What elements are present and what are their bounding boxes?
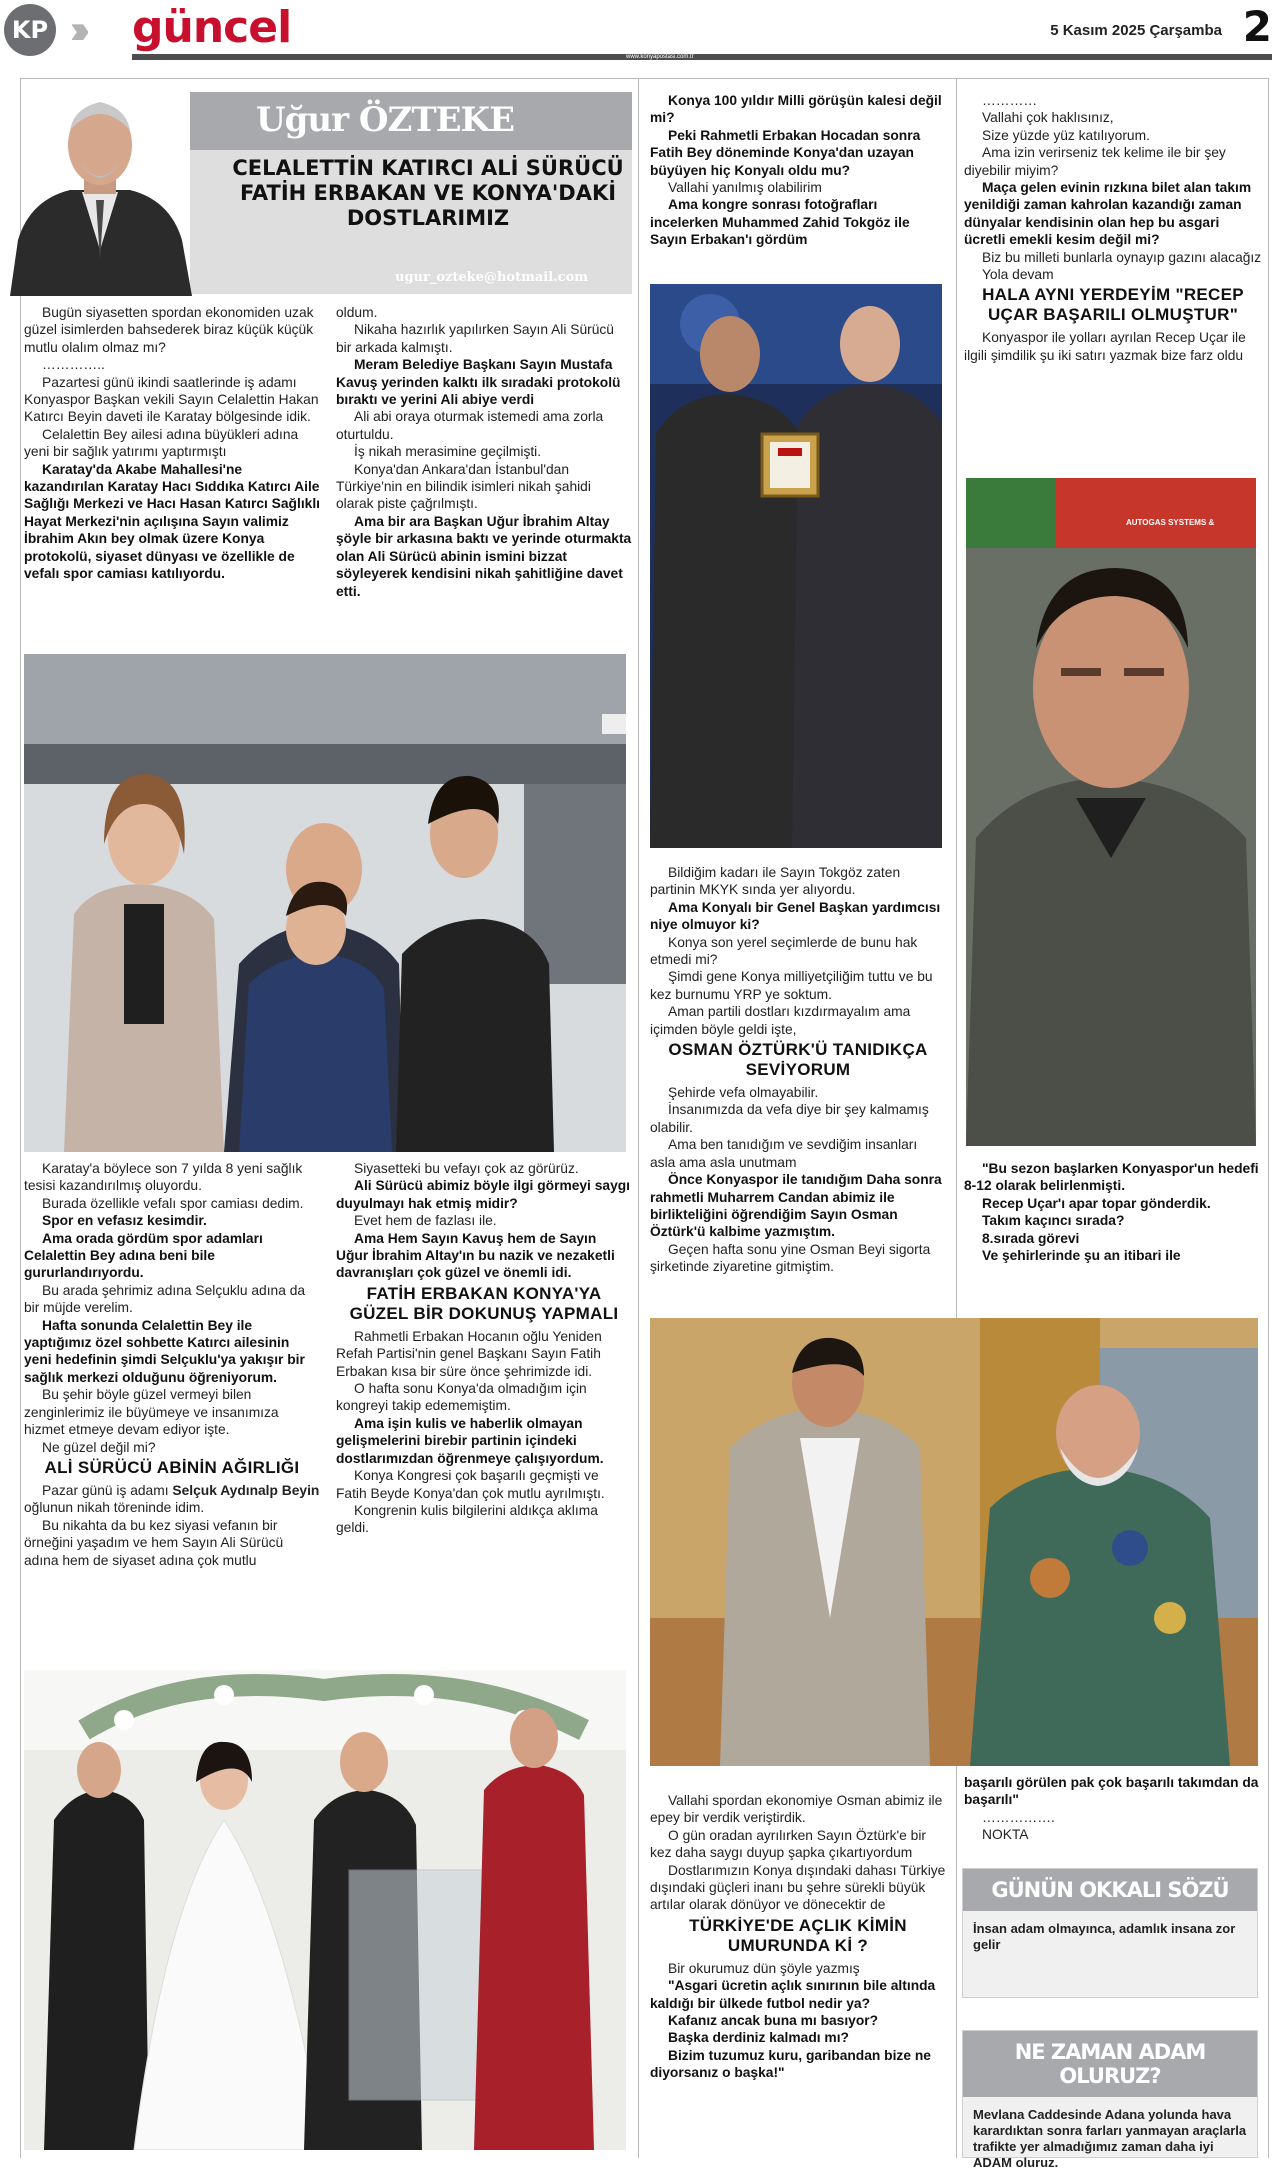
section-title: güncel xyxy=(132,2,292,53)
paragraph: O hafta sonu Konya'da olmadığım için kongreyi takip edememiştim. xyxy=(336,1381,587,1414)
website-label[interactable]: www.konyapostasi.com.tr xyxy=(626,54,694,60)
page-number: 2 xyxy=(1242,2,1272,51)
col3-subheading: OSMAN ÖZTÜRK'Ü TANIDIKÇA SEVİYORUM xyxy=(668,1040,928,1080)
paragraph: İnsanımızda da vefa diye bir şey kalmamış olabilir. xyxy=(650,1102,929,1135)
frame-left xyxy=(20,78,21,2158)
paragraph: Biz bu milleti bunlarla oynayıp gazını alacağız xyxy=(982,249,1262,265)
paragraph: Peki Rahmetli Erbakan Hocadan sonra Fatih Bey döneminde Konya'dan uzayan büyüyen hiç Konyalı oldu mu? xyxy=(650,127,921,178)
col1-mid-text xyxy=(24,1160,320,1569)
paragraph: "Bu sezon başlarken Konyaspor'un hedefi 8-12 olarak belirlenmişti. xyxy=(964,1161,1259,1194)
office-meeting-photo xyxy=(650,1318,1258,1766)
paragraph: Ne güzel değil mi? xyxy=(42,1439,156,1455)
col4-low-text xyxy=(964,1160,1262,1264)
paragraph: Celalettin Bey ailesi adına büyükleri adına yeni bir sağlık yatırımı yaptırmıştı xyxy=(24,426,299,460)
paragraph: Konya Kongresi çok başarılı geçmişti ve Fatih Beyde Konya'dan çok mutlu ayrılmıştı. xyxy=(336,1468,605,1501)
paragraph: Burada özellikle vefalı spor camiası dedim. xyxy=(42,1195,304,1211)
autogas-sign-text: AUTOGAS SYSTEMS & xyxy=(1126,518,1215,527)
recep-ucar-portrait-photo xyxy=(966,478,1256,1146)
paragraph: ……………. xyxy=(982,1809,1055,1825)
col3-mid-text xyxy=(650,864,946,1276)
paragraph: Spor en vefasız kesimdir. xyxy=(42,1213,207,1229)
paragraph: Vallahi spordan ekonomiye Osman abimiz ile epey bir verdik veriştirdik. xyxy=(650,1793,943,1826)
paragraph: Takım kaçıncı sırada? xyxy=(982,1213,1125,1229)
paragraph: Kafanız ancak buna mı basıyor? xyxy=(668,2013,879,2029)
paragraph: Bu şehir böyle güzel vermeyi bilen zenginlerimiz ile büyümeye ve insanımıza hizmet etmeye devam ediyor işte. xyxy=(24,1387,279,1438)
paragraph: Dostlarımızın Konya dışındaki dahası Türkiye dışındaki güçleri inanı bu şehre sürekli büyük artılar olarak dönüyor ve dönecektir de xyxy=(650,1862,946,1913)
paragraph: Pazar günü iş adamı Selçuk Aydınalp Beyin oğlunun nikah töreninde idim. xyxy=(24,1482,320,1516)
frame-top xyxy=(20,78,1268,79)
paragraph: Ama Hem Sayın Kavuş hem de Sayın Uğur İbrahim Altay'ın bu nazik ve nezaketli davranışları çok güzel ve önemli idi. xyxy=(336,1230,615,1281)
paragraph: Ama orada gördüm spor adamları Celalettin Bey adına beni bile gururlandırıyordu. xyxy=(24,1230,263,1281)
paragraph: Şehirde vefa olmayabilir. xyxy=(668,1085,819,1101)
family-group-photo xyxy=(24,654,626,1152)
paragraph: Şimdi gene Konya milliyetçiliğim tuttu ve bu kez burnumu YRP ye soktum. xyxy=(650,969,933,1002)
paragraph: "Asgari ücretin açlık sınırının bile altında kaldığı bir ülkede futbol nedir ya? xyxy=(650,1978,936,2011)
paragraph: Nikaha hazırlık yapılırken Sayın Ali Sürücü bir arkada kalmıştı. xyxy=(336,322,614,355)
paragraph: İş nikah merasimine geçilmişti. xyxy=(354,444,542,460)
paragraph: Önce Konyaspor ile tanıdığım Daha sonra rahmetli Muharrem Candan abimiz ile birlikteliğini öğrendiğim Sayın Osman Öztürk'ü kalbime yazmıştım. xyxy=(650,1172,942,1240)
paragraph: Ama kongre sonrası fotoğrafları incelerken Muhammed Zahid Tokgöz ile Sayın Erbakan'ı gördüm xyxy=(650,197,910,248)
paragraph: Size yüzde yüz katılıyorum. xyxy=(982,127,1150,143)
header-rule xyxy=(132,54,1272,60)
paragraph: Ve şehirlerinde şu an itibari ile xyxy=(982,1248,1181,1264)
paragraph: oldum. xyxy=(336,305,378,320)
paragraph: Bugün siyasetten spordan ekonomiden uzak güzel isimlerden bahsederek biraz küçük küçük mutlu olalım olmaz mı? xyxy=(24,305,314,355)
quote-box-1-title: GÜNÜN OKKALI SÖZÜ xyxy=(963,1869,1257,1911)
col2-mid-text xyxy=(336,1160,632,1537)
col3-top-text xyxy=(650,92,946,249)
paragraph: Bizim tuzumuz kuru, garibandan bize ne diyorsanız o başka!" xyxy=(650,2047,931,2081)
paragraph: Ama işin kulis ve haberlik olmayan gelişmelerini birebir partinin içindeki dostlarımızdan öğrenmeye çalışıyordum. xyxy=(336,1415,604,1466)
paragraph: Ali abi oraya oturmak istemedi ama zorla oturtuldu. xyxy=(336,409,604,442)
paragraph: Ama ben tanıdığım ve sevdiğim insanları asla ama asla unutmam xyxy=(650,1137,918,1170)
paragraph: Hafta sonunda Celalettin Bey ile yaptığımız özel sohbette Katırcı ailesinin yeni hedefinin şimdi Selçuklu'ya yakışır bir sağlık merkezi olduğunu öğreniyorum. xyxy=(24,1317,305,1385)
paragraph: Bir okurumuz dün şöyle yazmış xyxy=(668,1960,860,1976)
paragraph: Başka derdiniz kalmadı mı? xyxy=(668,2030,849,2046)
paragraph: Rahmetli Erbakan Hocanın oğlu Yeniden Refah Partisi'nin genel Başkanı Sayın Fatih Erbakan kısa bir süre önce şehrimizde idi. xyxy=(336,1328,602,1379)
quote-box-1-text: İnsan adam olmayınca, adamlık insana zor gelir xyxy=(973,1921,1236,1952)
paragraph: Vallahi yanılmış olabilirim xyxy=(668,180,822,196)
paragraph: Karatay'da Akabe Mahallesi'ne kazandırılan Karatay Hacı Sıddıka Katırcı Aile Sağlığı Merkezi ve Hacı Hasan Katırcı Sağlıklı Hayat Merkezi'nin açılışına Sayın valimiz İbrahim Akın bey olmak üzere Konya protokolü, siyaset dünyası ve özellikle de vefalı spor camiası katılıyordu. xyxy=(24,461,320,582)
author-email[interactable]: ugur_ozteke@hotmail.com xyxy=(395,270,589,285)
paragraph: 8.sırada görevi xyxy=(982,1230,1080,1246)
paragraph: Yola devam xyxy=(982,267,1054,283)
paragraph: Siyasetteki bu vefayı çok az görürüz. xyxy=(354,1161,579,1176)
quote-box-1 xyxy=(962,1868,1258,1998)
quote-box-2-title: NE ZAMAN ADAM OLURUZ? xyxy=(963,2031,1257,2097)
frame-right xyxy=(1268,78,1269,2158)
quote-box-2-text: Mevlana Caddesinde Adana yolunda hava karardıktan sonra farları yanmayan araçlarla trafikte yer almadığımız zaman daha iyi ADAM oluruz. xyxy=(973,2107,1247,2169)
col4-bottom-text xyxy=(964,1774,1262,1844)
paragraph: ………….. xyxy=(42,357,105,373)
quote-box-2 xyxy=(962,2030,1258,2169)
paragraph: Meram Belediye Başkanı Sayın Mustafa Kavuş yerinden kalktı ilk sıradaki protokolü bıraktı ve yerini Ali abiye verdi xyxy=(336,357,621,408)
col1-top-text xyxy=(24,304,320,583)
col1-subheading: ALİ SÜRÜCÜ ABİNİN AĞIRLIĞI xyxy=(44,1457,300,1477)
paragraph: Evet hem de fazlası ile. xyxy=(354,1213,497,1229)
wedding-ceremony-photo xyxy=(24,1670,626,2150)
paragraph: Karatay'a böylece son 7 yılda 8 yeni sağlık tesisi kazandırılmış oluyordu. xyxy=(24,1161,303,1194)
paragraph: Konya 100 yıldır Milli görüşün kalesi değil mi? xyxy=(650,93,942,126)
col3-bottom-text xyxy=(650,1792,946,2082)
divider-col3-col4 xyxy=(956,78,957,2158)
col4-subheading: HALA AYNI YERDEYİM "RECEP UÇAR BAŞARILI OLMUŞTUR" xyxy=(982,285,1244,325)
paragraph: Maça gelen evinin rızkına bilet alan takım yenildiği zaman kahrolan kazandığı zaman dünyalar kendisinin olan hep bu asgari ücretli emekli kesim değil mi? xyxy=(964,180,1252,248)
paragraph: Bu nikahta da bu kez siyasi vefanın bir örneğini yaşadım ve hem Sayın Ali Sürücü adına hem de siyaset adına çok mutlu xyxy=(24,1517,284,1568)
paragraph: Ama bir ara Başkan Uğur İbrahim Altay şöyle bir arkasına baktı ve yerinde oturmakta olan Ali Sürücü abinin ismini bizzat söyleyerek kendisini nikah şahitliğine davet etti. xyxy=(336,513,632,599)
paragraph: Aman partili dostları kızdırmayalım ama içimden böyle geldi işte, xyxy=(650,1004,911,1037)
paragraph: Bildiğim kadarı ile Sayın Tokgöz zaten partinin MKYK sında yer alıyordu. xyxy=(650,865,901,898)
paragraph: Konyaspor ile yolları ayrılan Recep Uçar ile ilgili şimdilik şu iki satırı yazmak bize farz oldu xyxy=(964,330,1246,363)
author-portrait-photo xyxy=(0,50,200,296)
col4-top-text xyxy=(964,92,1262,364)
paragraph: Ama izin verirseniz tek kelime ile bir şey diyebilir miyim? xyxy=(964,145,1226,178)
paragraph: Kongrenin kulis bilgilerini aldıkça aklıma geldi. xyxy=(336,1502,598,1536)
paragraph: O gün oradan ayrılırken Sayın Öztürk'e bir kez daha saygı duyup şapka çıkartıyordum xyxy=(650,1827,926,1861)
paragraph: Geçen hafta sonu yine Osman Beyi sigorta şirketinde ziyaretine gitmiştim. xyxy=(650,1241,931,1275)
col2-subheading: FATİH ERBAKAN KONYA'YA GÜZEL BİR DOKUNUŞ YAPMALI xyxy=(349,1283,619,1323)
paragraph: Pazartesi günü ikindi saatlerinde iş adamı Konyaspor Başkan vekili Sayın Celalettin Hakan Katırcı Beyin daveti ile Karatay bölgesinde idik. xyxy=(24,374,319,425)
col3-subheading-2: TÜRKİYE'DE AÇLIK KİMİN UMURUNDA Kİ ? xyxy=(689,1915,907,1955)
paragraph: Recep Uçar'ı apar topar gönderdik. xyxy=(982,1195,1211,1211)
paragraph: Ali Sürücü abimiz böyle ilgi görmeyi saygı duyulmayı hak etmiş midir? xyxy=(336,1178,631,1211)
paragraph: Bu arada şehrimiz adına Selçuklu adına da bir müjde verelim. xyxy=(24,1282,306,1316)
paragraph: Konya'dan Ankara'dan İstanbul'dan Türkiye'nin en bilindik isimleri nikah şahidi olarak piste çağrılmıştı. xyxy=(336,461,591,512)
col2-top-text xyxy=(336,304,632,600)
award-ceremony-photo xyxy=(650,284,942,848)
paragraph: ………… xyxy=(982,93,1038,108)
paragraph: Ama Konyalı bir Genel Başkan yardımcısı niye olmuyor ki? xyxy=(650,899,941,933)
author-name: Uğur ÖZTEKE xyxy=(256,100,515,140)
kp-logo[interactable]: KP xyxy=(4,4,56,56)
paragraph: başarılı görülen pak çok başarılı takımdan da başarılı" xyxy=(964,1775,1259,1808)
paragraph: NOKTA xyxy=(982,1827,1029,1843)
article-headline: CELALETTİN KATIRCI ALİ SÜRÜCÜ FATİH ERBAKAN VE KONYA'DAKİ DOSTLARIMIZ xyxy=(232,156,624,230)
issue-date: 5 Kasım 2025 Çarşamba xyxy=(1050,22,1222,39)
paragraph: Konya son yerel seçimlerde de bunu hak etmedi mi? xyxy=(650,934,918,968)
paragraph: Vallahi çok haklısınız, xyxy=(982,110,1114,126)
divider-col2-col3 xyxy=(638,78,639,2158)
chevrons-icon: ››› xyxy=(70,8,80,52)
